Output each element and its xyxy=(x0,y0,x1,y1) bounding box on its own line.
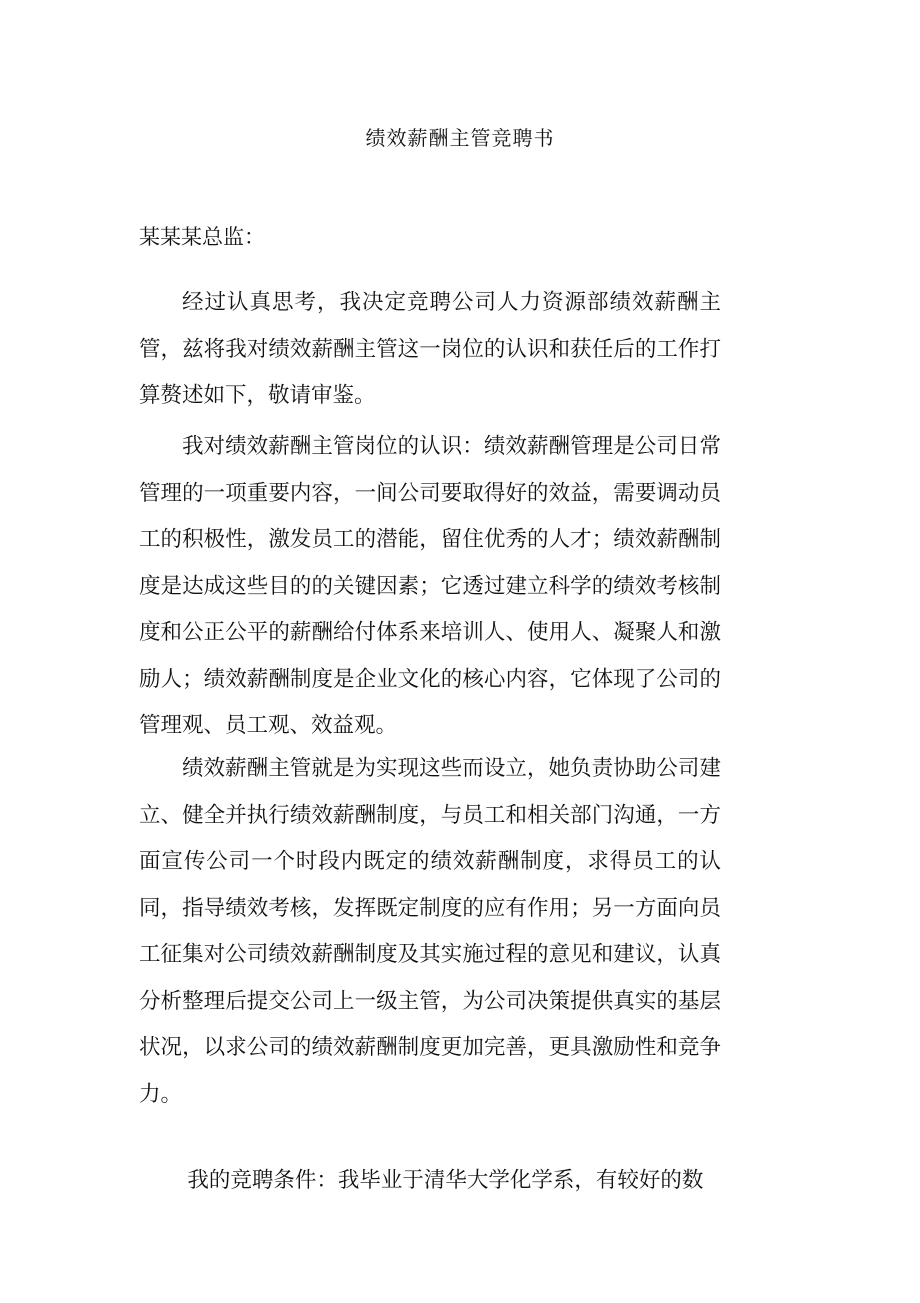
paragraph-intro: 经过认真思考，我决定竞聘公司人力资源部绩效薪酬主管，兹将我对绩效薪酬主管这一岗位的认识和获任后的工作打算赘述如下，敬请审鉴。 xyxy=(139,290,721,408)
paragraph-role-understanding: 我对绩效薪酬主管岗位的认识：绩效薪酬管理是公司日常管理的一项重要内容，一间公司要取得好的效益，需要调动员工的积极性，激发员工的潜能，留住优秀的人才；绩效薪酬制度是达成这些目的的关键因素；它透过建立科学的绩效考核制度和公正公平的薪酬给付体系来培训人、使用人、凝聚人和激励人；绩效薪酬制度是企业文化的核心内容，它体现了公司的管理观、员工观、效益观。 xyxy=(139,434,721,738)
document-title: 绩效薪酬主管竞聘书 xyxy=(365,126,555,150)
paragraph-role-duties: 绩效薪酬主管就是为实现这些而设立，她负责协助公司建立、健全并执行绩效薪酬制度，与员工和相关部门沟通，一方面宣传公司一个时段内既定的绩效薪酬制度，求得员工的认同，指导绩效考核，发挥既定制度的应有作用；另一方面向员工征集对公司绩效薪酬制度及其实施过程的意见和建议，认真分析整理后提交公司上一级主管，为公司决策提供真实的基层状况，以求公司的绩效薪酬制度更加完善，更具激励性和竞争力。 xyxy=(139,756,721,1107)
paragraph-qualifications: 我的竞聘条件：我毕业于清华大学化学系，有较好的数 xyxy=(187,1168,704,1193)
salutation: 某某某总监： xyxy=(139,225,265,249)
